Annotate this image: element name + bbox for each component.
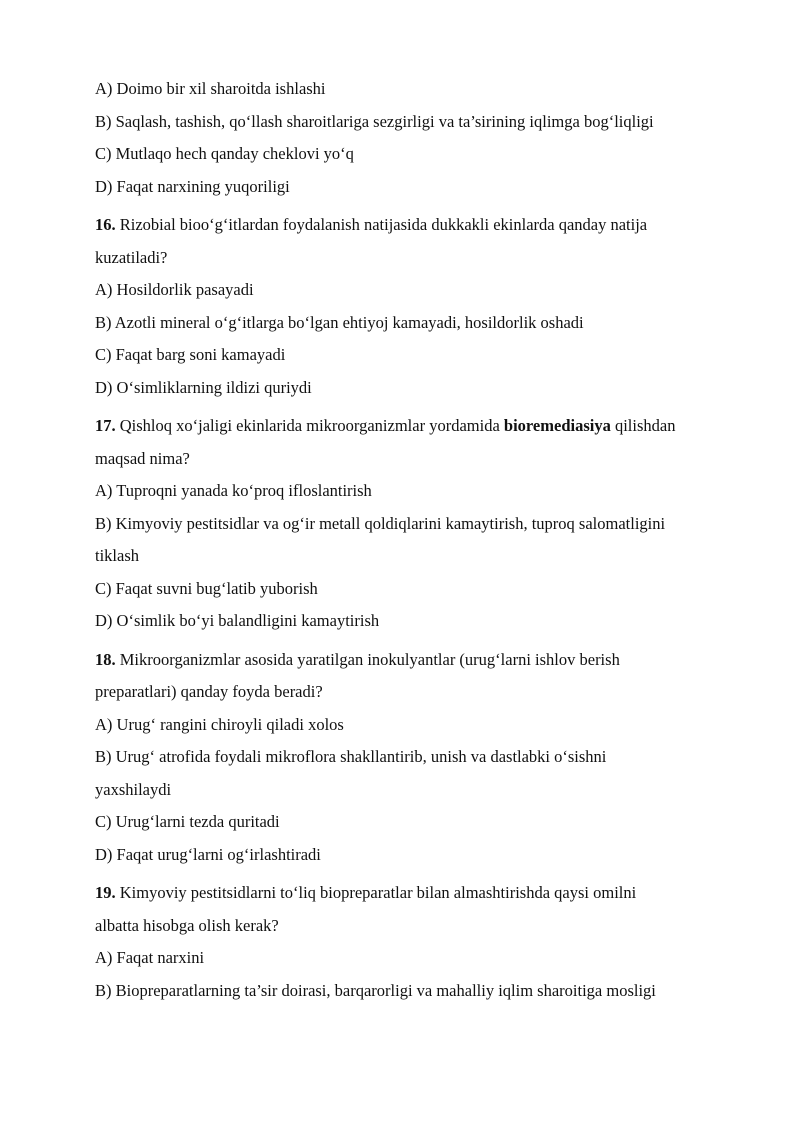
option-16-d: D) O‘simliklarning ildizi quriydi [95,377,312,397]
question-16 [95,209,765,404]
option-16-c: C) Faqat barg soni kamayadi [95,345,286,364]
question-17-bold-term: bioremediasiya [503,416,611,435]
option-19-b: B) Biopreparatlarning ta’sir doirasi, barqarorligi va mahalliy iqlim sharoitiga mosligi [95,980,656,1000]
question-19-number: 19. [95,883,116,902]
document-page [95,73,765,1007]
option-15-c: C) Mutlaqo hech qanday cheklovi yo‘q [95,144,354,163]
question-17 [95,410,765,638]
question-17-number: 17. [95,416,116,435]
option-18-d: D) Faqat urug‘larni og‘irlashtiradi [95,844,321,864]
question-18-text [95,644,765,677]
option-16-a: A) Hosildorlik pasayadi [95,280,254,299]
question-16-text-line1: Rizobial bioo‘g‘itlardan foydalanish natijasida dukkakli ekinlarda qanday natija [115,215,648,234]
question-15-options [95,73,765,203]
option-15-d: D) Faqat narxining yuqoriligi [95,176,290,196]
question-17-text [95,410,765,443]
question-16-text [95,209,765,242]
option-15-a: A) Doimo bir xil sharoitda ishlashi [95,79,326,98]
option-18-b-cont: yaxshilaydi [95,779,172,799]
question-16-text-line2: kuzatiladi? [95,247,168,267]
option-17-b: B) Kimyoviy pestitsidlar va og‘ir metall qoldiqlarini kamaytirish, tuproq salomatligini [95,513,666,533]
option-18-c: C) Urug‘larni tezda quritadi [95,812,280,831]
question-18-text-line2: preparatlari) qanday foyda beradi? [95,682,323,701]
question-18-number: 18. [95,649,116,669]
question-19-text-line2: albatta hisobga olish kerak? [95,915,279,935]
question-18 [95,644,765,872]
option-17-d: D) O‘simlik bo‘yi balandligini kamaytirish [95,611,380,630]
question-17-text-post: qilishdan [610,416,676,435]
option-17-a: A) Tuproqni yanada ko‘proq ifloslantirish [95,481,372,500]
question-19 [95,877,765,1007]
option-19-a: A) Faqat narxini [95,948,205,967]
question-19-text [95,877,765,910]
option-15-b: B) Saqlash, tashish, qo‘llash sharoitlariga sezgirligi va ta’sirining iqlimga bog‘liqligi [95,111,654,131]
question-18-text-line1: Mikroorganizmlar asosida yaratilgan inokulyantlar (urug‘larni ishlov berish [115,649,620,669]
question-17-text-pre: Qishloq xo‘jaligi ekinlarida mikroorganizmlar yordamida [115,416,504,435]
option-16-b: B) Azotli mineral o‘g‘itlarga bo‘lgan ehtiyoj kamayadi, hosildorlik oshadi [95,312,584,332]
option-17-c: C) Faqat suvni bug‘latib yuborish [95,578,318,598]
question-19-text-line1: Kimyoviy pestitsidlarni to‘liq biopreparatlar bilan almashtirishda qaysi omilni [115,883,637,902]
option-18-a: A) Urug‘ rangini chiroyli qiladi xolos [95,714,344,734]
option-18-b: B) Urug‘ atrofida foydali mikroflora shakllantirib, unish va dastlabki o‘sishni [95,747,607,766]
question-17-text-line2: maqsad nima? [95,448,190,468]
option-17-b-cont: tiklash [95,546,139,565]
question-16-number: 16. [95,215,116,234]
